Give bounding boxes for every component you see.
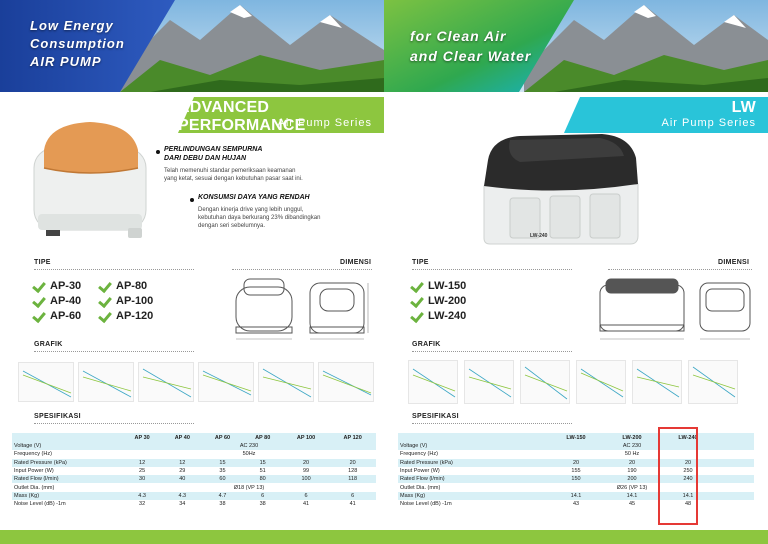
lw-240-highlight-box [658,427,698,525]
spec-cell: 250 [683,468,693,475]
spec-cell: 128 [348,468,358,475]
spec-cell: 14.1 [660,492,716,500]
spec-label: Voltage (V) [398,442,548,450]
feature-bullet-2 [190,198,194,202]
tipe-label: TIPE [412,259,429,266]
spec-label: Outlet Dia. (mm) [14,484,55,491]
spec-cell: 6 [243,492,283,500]
feature-1-title: PERLINDUNGAN SEMPURNA [164,146,263,153]
spec-cell: 15 [202,459,242,467]
spec-label: Rated Pressure (kPa) [398,459,548,467]
spec-cell: 48 [684,501,692,508]
performance-graph-thumbnail [408,360,458,404]
spec-cell: 35 [219,468,226,475]
spec-cell: Ø26 (VP 13) [616,484,648,491]
spec-row [398,500,754,508]
right-page [384,0,768,544]
spec-cell: 6 [283,492,330,500]
performance-graph-thumbnail [198,362,254,402]
spec-spacer [716,450,754,458]
grafik-rule [412,351,572,352]
spec-label: Voltage (V) [12,442,122,450]
type-item: AP-80 [100,280,147,292]
grafik-rule [34,351,194,352]
spec-label: Input Power (W) [14,468,54,475]
type-item: AP-100 [100,295,153,307]
spec-cell: 20 [283,459,330,467]
spec-header: AP 120 [329,433,376,442]
spec-cell: 41 [302,501,310,508]
dimensi-label: DIMENSI [340,259,372,266]
spec-cell: 99 [302,468,310,475]
feature-1-title-2: DARI DEBU DAN HUJAN [164,155,247,162]
feature-1-body-1: Telah memenuhi standar pemeriksaan keamanan [164,168,296,174]
spec-cell: 100 [283,475,330,483]
spec-cell: 30 [122,475,162,483]
spec-table [398,433,754,508]
banner-line-2: and Clear Water [410,48,532,64]
spec-header: AP 60 [202,433,242,442]
feature-2-body-2: kebutuhan daya berkurang 23% dibandingkan [198,215,321,221]
right-footer-bar [384,530,768,544]
dimensi-rule [608,269,752,270]
spec-cell: 29 [179,468,186,475]
spec-cell: 38 [259,501,266,508]
spec-cell: 118 [329,475,376,483]
check-icon [100,295,112,305]
series-title: LW [731,99,756,116]
spec-label: Noise Level (dB) -1m [14,501,66,508]
spec-spacer [716,492,754,500]
spec-label: Outlet Dia. (mm) [400,484,441,491]
spec-header-row [12,433,376,442]
spec-row [12,492,376,500]
type-item: AP-120 [100,310,153,322]
spec-row [12,475,376,483]
spec-spacer [716,483,754,491]
spec-label: Input Power (W) [400,468,440,475]
feature-2-body-3: dengan seri sebelumnya. [198,223,266,229]
dimension-drawing [232,275,372,345]
performance-graph-thumbnail [464,360,514,404]
spec-header [12,433,122,442]
spec-header: LW-240 [660,433,716,442]
tipe-rule [34,269,194,270]
mountain-banner-image [384,0,768,92]
spec-cell: 14.1 [548,492,604,500]
spesifikasi-rule [34,423,194,424]
spec-cell: 15 [243,459,283,467]
check-icon [100,310,112,320]
check-icon [412,310,424,320]
dimension-drawing [596,275,756,345]
spec-label: Rated Flow (l/min) [398,475,548,483]
spec-row [398,492,754,500]
spec-cell: 4.7 [202,492,242,500]
spec-header: AP 80 [243,433,283,442]
spec-row [12,483,376,491]
spec-label: Mass (Kg) [398,492,548,500]
dimensi-label: DIMENSI [718,259,750,266]
spec-cell: AC 230 [122,442,376,450]
spec-row [398,467,754,475]
spec-cell: AC 230 [548,442,716,450]
check-icon [34,280,46,290]
grafik-label: GRAFIK [412,341,441,348]
spec-spacer [716,459,754,467]
spec-cell: 190 [627,468,637,475]
performance-graph-thumbnail [18,362,74,402]
spec-header: AP 40 [162,433,202,442]
check-icon [34,310,46,320]
spec-cell: 40 [162,475,202,483]
feature-bullet-1 [156,150,160,154]
spec-cell: 14.1 [604,492,660,500]
spec-header [398,433,548,442]
spec-cell: 200 [604,475,660,483]
spec-label: Rated Pressure (kPa) [12,459,122,467]
performance-graph-thumbnail [138,362,194,402]
spec-cell: 4.3 [162,492,202,500]
right-banner [384,0,768,92]
type-item: LW-240 [412,310,466,322]
tipe-rule [412,269,572,270]
spec-row [398,483,754,491]
check-icon [100,280,112,290]
spec-row [12,442,376,450]
spec-cell: Ø18 (VP 13) [233,484,265,491]
spec-header: AP 100 [283,433,330,442]
grafik-label: GRAFIK [34,341,63,348]
spec-cell: 80 [243,475,283,483]
spec-cell: 20 [604,459,660,467]
spesifikasi-label: SPESIFIKASI [34,413,81,420]
spec-cell: 20 [548,459,604,467]
left-footer-bar [0,530,384,544]
performance-graph-thumbnail [258,362,314,402]
check-icon [412,280,424,290]
spec-cell: 4.3 [122,492,162,500]
spec-label: Mass (Kg) [12,492,122,500]
spec-header: AP 30 [122,433,162,442]
check-icon [412,295,424,305]
lw-pump-product-image [480,126,650,251]
spec-cell: 25 [139,468,146,475]
banner-line-3: AIR PUMP [30,54,102,69]
spec-row [12,500,376,508]
spec-row [12,459,376,467]
spec-cell: 32 [139,501,146,508]
series-subtitle: Air Pump Series [661,117,756,129]
spec-row [398,475,754,483]
type-item: LW-200 [412,295,466,307]
spec-label: Frequency (Hz) [400,451,438,458]
spec-header: LW-150 [548,433,604,442]
type-item: AP-40 [34,295,81,307]
spec-cell: 45 [628,501,636,508]
spec-cell: 6 [329,492,376,500]
performance-graph-thumbnail [632,360,682,404]
spec-cell: 38 [219,501,226,508]
type-item: AP-60 [34,310,81,322]
type-item: LW-150 [412,280,466,292]
spec-cell: 60 [202,475,242,483]
spec-row [398,442,754,450]
product-model-label: LW-240 [530,233,548,239]
spec-cell: 240 [660,475,716,483]
spec-row [398,450,754,458]
tipe-label: TIPE [34,259,51,266]
left-banner [0,0,384,92]
spec-cell: 12 [122,459,162,467]
banner-line-1: for Clean Air [410,28,507,44]
spec-label: Noise Level (dB) -1m [400,501,452,508]
spec-spacer [716,475,754,483]
spec-label: Rated Flow (l/min) [12,475,122,483]
series-title: ADVANCED PERFORMANCE [178,99,306,134]
spec-spacer [716,467,754,475]
spec-cell: 41 [349,501,356,508]
spesifikasi-rule [412,423,572,424]
spec-header: LW-200 [604,433,660,442]
spec-cell: 12 [162,459,202,467]
spec-spacer [716,500,754,508]
spec-cell: 50 Hz [624,451,640,458]
banner-line-1: Low Energy [30,18,114,33]
spec-cell: 155 [571,468,581,475]
spec-row [12,450,376,458]
spec-cell: 51 [259,468,266,475]
feature-2-body-1: Dengan kinerja drive yang lebih unggul, [198,207,304,213]
dimensi-rule [232,269,372,270]
check-icon [34,295,46,305]
ap-pump-product-image [28,118,168,238]
series-subtitle: Air Pump Series [277,117,372,129]
spec-cell: 34 [179,501,186,508]
spec-row [398,459,754,467]
spec-cell: 150 [548,475,604,483]
feature-2-title: KONSUMSI DAYA YANG RENDAH [198,194,310,201]
spec-spacer [716,442,754,450]
spec-cell: 43 [572,501,580,508]
spec-header-row [398,433,754,442]
spec-row [12,467,376,475]
type-item: AP-30 [34,280,81,292]
spec-header-spacer [716,433,754,442]
performance-graph-thumbnail [688,360,738,404]
spec-cell: 20 [660,459,716,467]
performance-graph-thumbnail [318,362,374,402]
spec-table [12,433,376,508]
performance-graph-thumbnail [576,360,626,404]
series-header [178,97,384,133]
banner-line-2: Consumption [30,36,125,51]
spec-cell: 20 [329,459,376,467]
spec-cell: 50Hz [242,451,256,458]
spesifikasi-label: SPESIFIKASI [412,413,459,420]
performance-graph-thumbnail [520,360,570,404]
feature-1-body-2: yang ketat, sesuai dengan kebutuhan pasar saat ini. [164,176,303,182]
performance-graph-thumbnail [78,362,134,402]
spec-label: Frequency (Hz) [14,451,52,458]
